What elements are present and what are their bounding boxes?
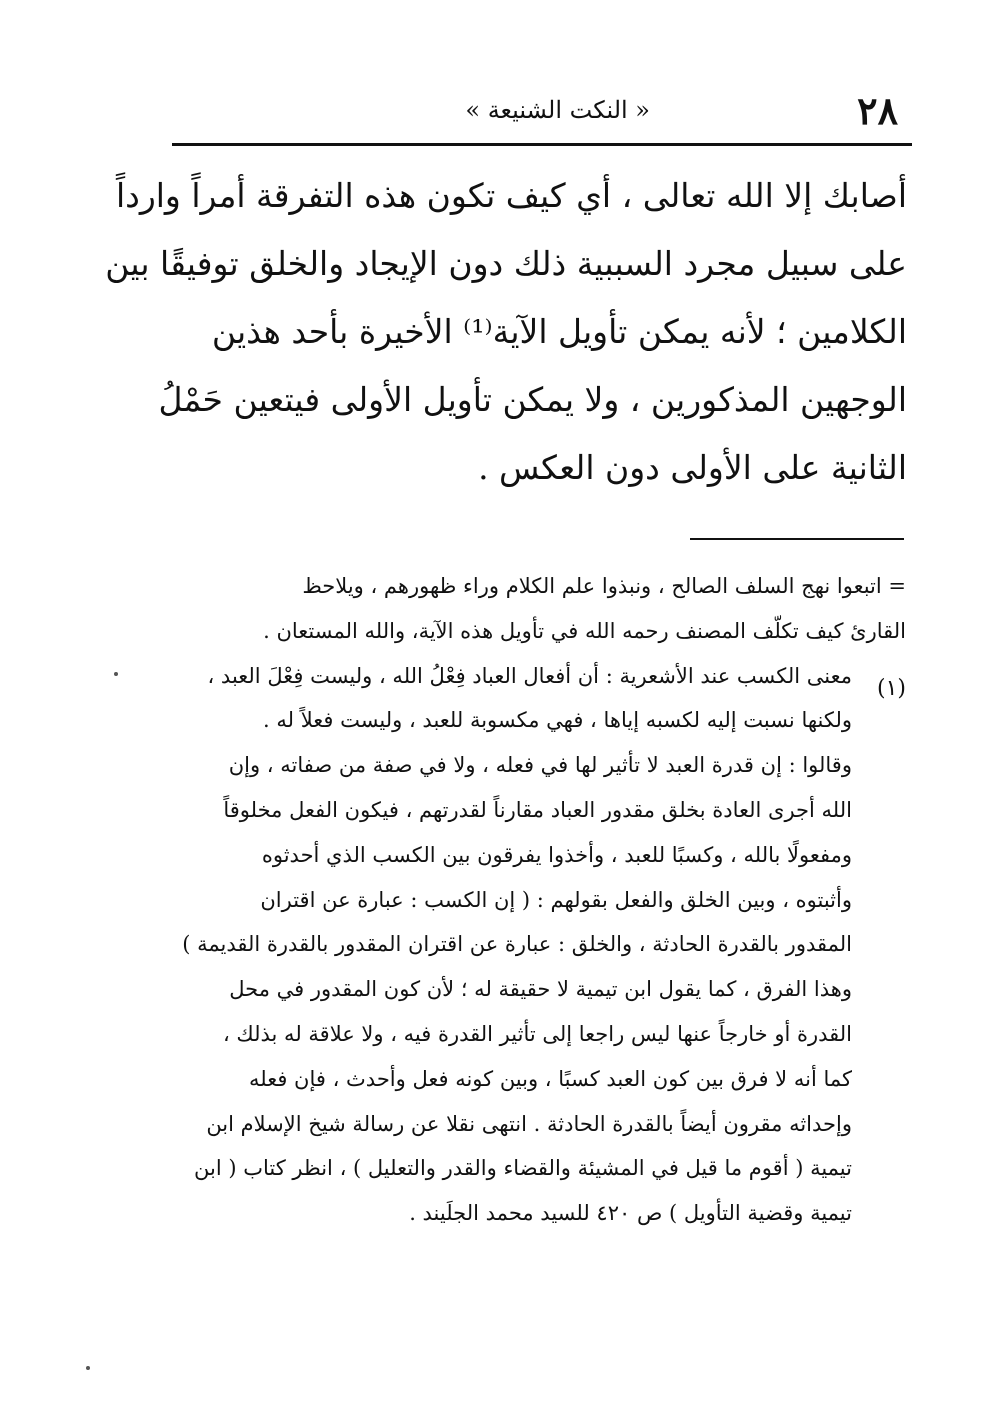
footnote-1-line: وإحداثه مقرون أيضاً بالقدرة الحادثة . انتهى نقلا عن رسالة شيخ الإسلام ابن bbox=[206, 1111, 852, 1136]
footnotes bbox=[158, 564, 906, 1236]
header-rule bbox=[172, 143, 912, 146]
footnote-1-line: ومفعولًا بالله ، وكسبًا للعبد ، وأخذوا يفرقون بين الكسب الذي أحدثوه bbox=[261, 842, 852, 867]
footnote-1-marker: (١) bbox=[876, 676, 906, 701]
margin-mark bbox=[86, 1366, 90, 1370]
footnote-1-line: وأثبتوه ، وبين الخلق والفعل بقولهم : ( إن الكسب : عبارة عن اقتران bbox=[260, 887, 852, 912]
footnote-separator bbox=[690, 538, 904, 540]
footnote-1-line: تيمية وقضية التأويل ) ص ٤٢٠ للسيد محمد الجلَيند . bbox=[409, 1201, 852, 1226]
footnote-1-line: ولكنها نسبت إليه لكسبه إياها ، فهي مكسوبة للعبد ، وليست فعلاً له . bbox=[263, 708, 852, 733]
page-number: ٢٨ bbox=[857, 88, 898, 133]
running-title: « النكت الشنيعة » bbox=[465, 96, 650, 124]
main-text-line: على سبيل مجرد السببية ذلك دون الإيجاد والخلق توفيقًا بين bbox=[105, 244, 907, 283]
footnote-1-line: وهذا الفرق ، كما يقول ابن تيمية لا حقيقة له ؛ لأن كون المقدور في محل bbox=[229, 977, 852, 1002]
main-text-line: الكلامين ؛ لأنه يمكن تأويل الآية⁽¹⁾ الأخيرة بأحد هذين bbox=[211, 312, 907, 351]
footnote-1-line: المقدور بالقدرة الحادثة ، والخلق : عبارة عن اقتران المقدور بالقدرة القديمة ) bbox=[182, 932, 852, 957]
footnote-1-line: الله أجرى العادة بخلق مقدور العباد مقارناً لقدرتهم ، فيكون الفعل مخلوقاً bbox=[223, 797, 852, 822]
main-text-line: الثانية على الأولى دون العكس . bbox=[478, 448, 907, 487]
main-text-line: الوجهين المذكورين ، ولا يمكن تأويل الأولى فيتعين حَمْلُ bbox=[158, 380, 907, 419]
margin-mark bbox=[114, 672, 118, 676]
footnote-1-line: كما أنه لا فرق بين كون العبد كسبًا ، وبين كونه فعل وأحدث ، فإن فعله bbox=[248, 1066, 852, 1091]
footnote-1-line: معنى الكسب عند الأشعرية : أن أفعال العباد فِعْلُ الله ، وليست فِعْلَ العبد ، bbox=[207, 663, 852, 688]
main-text-line: أصابك إلا الله تعالى ، أي كيف تكون هذه التفرقة أمراً وارداً bbox=[115, 176, 907, 215]
page-header bbox=[170, 82, 912, 142]
footnote-1-line: تيمية ( أقوم ما قيل في المشيئة والقضاء والقدر والتعليل ) ، انظر كتاب ( ابن bbox=[194, 1156, 852, 1181]
footnote-continuation-line: = اتبعوا نهج السلف الصالح ، ونبذوا علم الكلام وراء ظهورهم ، ويلاحظ bbox=[302, 574, 906, 598]
footnote-1-line: وقالوا : إن قدرة العبد لا تأثير لها في فعله ، ولا في صفة من صفاته ، وإن bbox=[228, 753, 852, 778]
main-text bbox=[105, 162, 907, 502]
footnote-1-line: القدرة أو خارجاً عنها ليس راجعا إلى تأثير القدرة فيه ، ولا علاقة له بذلك ، bbox=[222, 1021, 852, 1046]
footnote-continuation-line: القارئ كيف تكلّف المصنف رحمه الله في تأويل هذه الآية، والله المستعان . bbox=[263, 618, 906, 643]
